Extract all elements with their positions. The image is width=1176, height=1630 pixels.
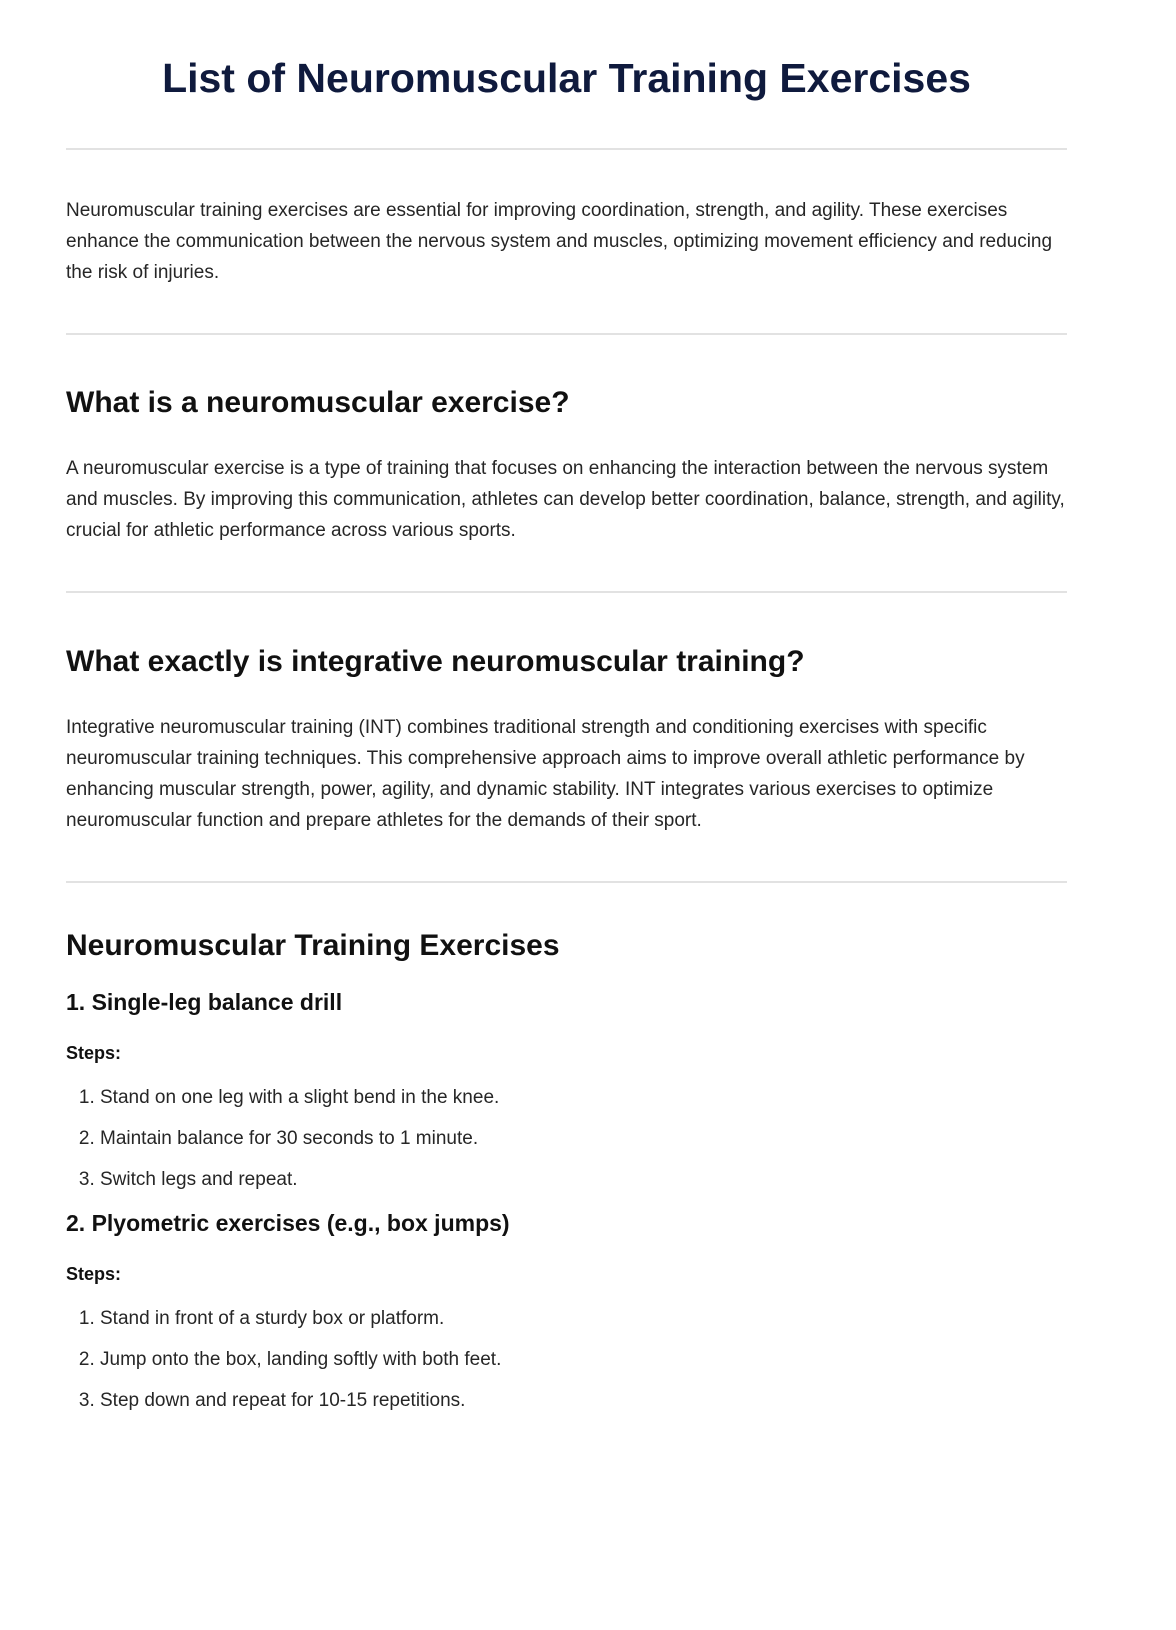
steps-list — [66, 1307, 1067, 1413]
step-item: 2. Jump onto the box, landing softly with both feet. — [100, 1348, 1067, 1372]
step-item: 3. Switch legs and repeat. — [100, 1168, 1067, 1192]
step-item: 2. Maintain balance for 30 seconds to 1 minute. — [100, 1127, 1067, 1151]
divider — [66, 881, 1067, 883]
steps-label: Steps: — [66, 1264, 122, 1284]
section-heading: What is a neuromuscular exercise? — [66, 386, 570, 419]
page-title: List of Neuromuscular Training Exercises — [162, 55, 971, 101]
exercises-heading: Neuromuscular Training Exercises — [66, 929, 560, 962]
step-item: 1. Stand in front of a sturdy box or platform. — [100, 1307, 1067, 1331]
step-item: 3. Step down and repeat for 10-15 repetitions. — [100, 1389, 1067, 1413]
steps-list — [66, 1086, 1067, 1192]
section-heading: What exactly is integrative neuromuscular training? — [66, 645, 805, 678]
intro-paragraph: Neuromuscular training exercises are essential for improving coordination, strength, and agility. These exercises enhance the communication between the nervous system and muscles, optimizing movement efficiency and reducing the risk of injuries. — [66, 200, 1053, 283]
divider — [66, 591, 1067, 593]
exercise-title: 2. Plyometric exercises (e.g., box jumps) — [66, 1210, 510, 1236]
section-body: Integrative neuromuscular training (INT) combines traditional strength and conditioning exercises with specific neuromuscular training techniques. This comprehensive approach aims to improve overall athletic performance by enhancing muscular strength, power, agility, and dynamic stability. INT integrates various exercises to optimize neuromuscular function and prepare athletes for the demands of their sport. — [66, 717, 1025, 831]
step-item: 1. Stand on one leg with a slight bend in the knee. — [100, 1086, 1067, 1110]
exercise-title: 1. Single-leg balance drill — [66, 989, 343, 1015]
steps-label: Steps: — [66, 1043, 122, 1063]
divider — [66, 333, 1067, 335]
section-body: A neuromuscular exercise is a type of training that focuses on enhancing the interaction between the nervous system and muscles. By improving this communication, athletes can develop better coordination, balance, strength, and agility, crucial for athletic performance across various sports. — [66, 458, 1065, 541]
divider — [66, 148, 1067, 150]
